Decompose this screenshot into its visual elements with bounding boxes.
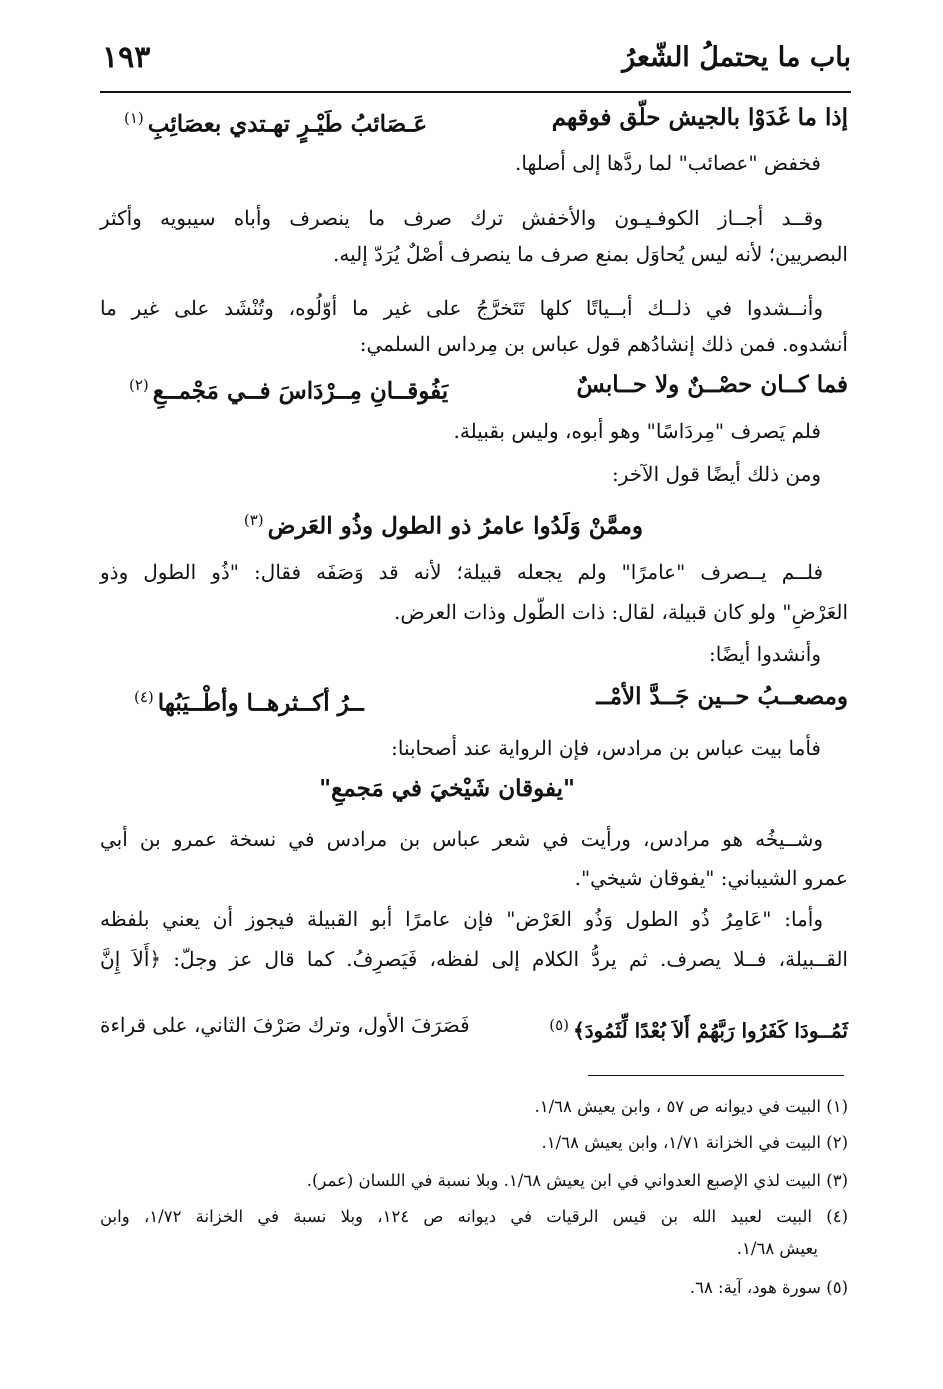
page-header [100, 38, 851, 88]
paragraph-line: وقــد أجــاز الكوفـيـون والأخفش ترك صرف ما ينصرف وأباه سيبويه وأكثر [100, 206, 823, 230]
footnote-ref-5: (٥) [549, 1016, 570, 1034]
footnote-label: (٥) [826, 1278, 848, 1297]
paragraph-line: فلم يَصرف "مِردَاسًا" وهو أبوه، وليس بقبيلة. [453, 419, 821, 443]
paragraph-line: البصريين؛ لأنه ليس يُحاوَل بمنع صرف ما ينصرف أصْلٌ يُرَدّ إليه. [333, 242, 848, 266]
footnote-4-continued: يعيش ١/٦٨. [736, 1239, 818, 1258]
verse-1-first-hemistich [552, 101, 848, 135]
verse-2-second-text: يَفُوقــانِ مِــرْدَاسَ فــي مَجْمــعِ [152, 377, 449, 405]
verse-3 [240, 503, 643, 544]
footnote-label: (٣) [826, 1171, 848, 1190]
footnote-label: (٤) [826, 1207, 848, 1226]
page-number: ١٩٣ [102, 40, 151, 75]
paragraph-line: وأما: "عَامِرُ ذُو الطول وَذُو العَرْض" فإن عامرًا أبو القبيلة فيجوز أن يعني بلفظه [100, 907, 823, 931]
paragraph-line: وأنشدوا أيضًا: [709, 642, 821, 666]
quoted-verse: "يفوقان شَيْخيَ في مَجمعِ" [319, 775, 575, 802]
paragraph-line: القــبيلة، فــلا يصرف. ثم يردُّ الكلام إلى لفظه، فَيَصرِفُ. كما قال عز وجلّ: ﴿أَلاَ إِنَّ [100, 947, 848, 971]
verse-2-first-text: فما كــان حصْــنٌ ولا حــابسٌ [576, 371, 848, 398]
footnote-text: سورة هود، آية: ٦٨. [689, 1278, 821, 1297]
paragraph-line: فأما بيت عباس بن مرادس، فإن الرواية عند أصحابنا: [391, 736, 821, 760]
paragraph-line: العَرْضِ" ولو كان قبيلة، لقال: ذات الطّول وذات العرض. [394, 600, 848, 624]
footnote-1 [534, 1094, 848, 1120]
paragraph-line: أنشدوه. فمن ذلك إنشادُهم قول عباس بن مِرداس السلمي: [359, 332, 848, 356]
paragraph-line: وأنــشدوا في ذلــك أبــياتًا كلها تَتَخرَّجُ على غير ما أوّلُوه، وتُنْشَد على غير ما [100, 296, 824, 320]
verse-4-first-text: ومصعــبُ حــين جَــدَّ الأمْــ [596, 683, 848, 710]
footnote-text: البيت في ديوانه ص ٥٧ ، وابن يعيش ١/٦٨. [534, 1097, 821, 1116]
footnote-ref-3: (٣) [243, 511, 264, 529]
verse-1-first-text: إذا ما غَدَوْا بالجيش حلّق فوقهم [551, 104, 848, 131]
header-rule [100, 91, 851, 93]
footnote-ref-4: (٤) [134, 688, 154, 706]
footnote-ref-1: (١) [124, 109, 144, 127]
paragraph-line: عمرو الشيباني: "يفوقان شيخي". [574, 866, 848, 890]
verse-4-first-hemistich [596, 680, 848, 714]
footnote-text: البيت في الخزانة ١/٧١، وابن يعيش ١/٦٨. [541, 1133, 821, 1152]
footnote-3 [307, 1168, 848, 1194]
verse-1-second-hemistich [120, 101, 427, 142]
verse-3-text: وممَّنْ وَلَدُوا عامرُ ذو الطول وذُو العَرض [267, 512, 643, 540]
paragraph-line [100, 1010, 848, 1046]
verse-1-second-text: عَـصَائبُ طَيْـرٍ تهـتدي بعصَائِبِ [147, 110, 428, 138]
quran-quote: ثَمُــودَا كَفَرُوا رَبَّهُمْ أَلاَ بُعْدًا لِّثَمُودَ﴾$^{(٥)}$ [549, 1016, 848, 1043]
paragraph-line: وشــيخُه هو مرادس، ورأيت في شعر عباس بن مرادس في نسخة عمرو بن أبي [100, 827, 823, 851]
verse-4-second-text: ــرُ أكــثرهــا وأطْــيَبُها [157, 689, 364, 717]
footnote-4 [100, 1204, 848, 1230]
footnote-text: البيت لعبيد الله بن قيس الرقيات في ديوانه ص ١٢٤، وبلا نسبة في الخزانة ١/٧٢، وابن [100, 1207, 812, 1226]
running-title: باب ما يحتملُ الشّعرُ [622, 42, 851, 73]
footnote-text: البيت لذي الإصبع العدواني في ابن يعيش ١/٦٨. وبلا نسبة في اللسان (عمر). [306, 1171, 821, 1190]
paragraph-line-tail: فَصَرَفَ الأول، وترك صَرْفَ الثاني، على قراءة [100, 1013, 470, 1037]
footnote-2 [542, 1130, 848, 1156]
footnote-label: (٢) [826, 1133, 848, 1152]
footnote-separator [588, 1075, 844, 1076]
footnote-ref-2: (٢) [129, 376, 149, 394]
paragraph-line: ومن ذلك أيضًا قول الآخر: [612, 462, 821, 486]
footnote-label: (١) [826, 1097, 848, 1116]
footnote-5 [690, 1275, 848, 1301]
paragraph-line: فخفض "عصائب" لما ردَّها إلى أصلها. [515, 151, 821, 175]
verse-2-second-hemistich [125, 368, 448, 409]
verse-4-second-hemistich [130, 680, 364, 721]
verse-2-first-hemistich [577, 368, 848, 402]
paragraph-line: فلــم يــصرف "عامرًا" ولم يجعله قبيلة؛ لأنه قد وَصَفَه فقال: "ذُو الطول وذو [100, 560, 823, 584]
